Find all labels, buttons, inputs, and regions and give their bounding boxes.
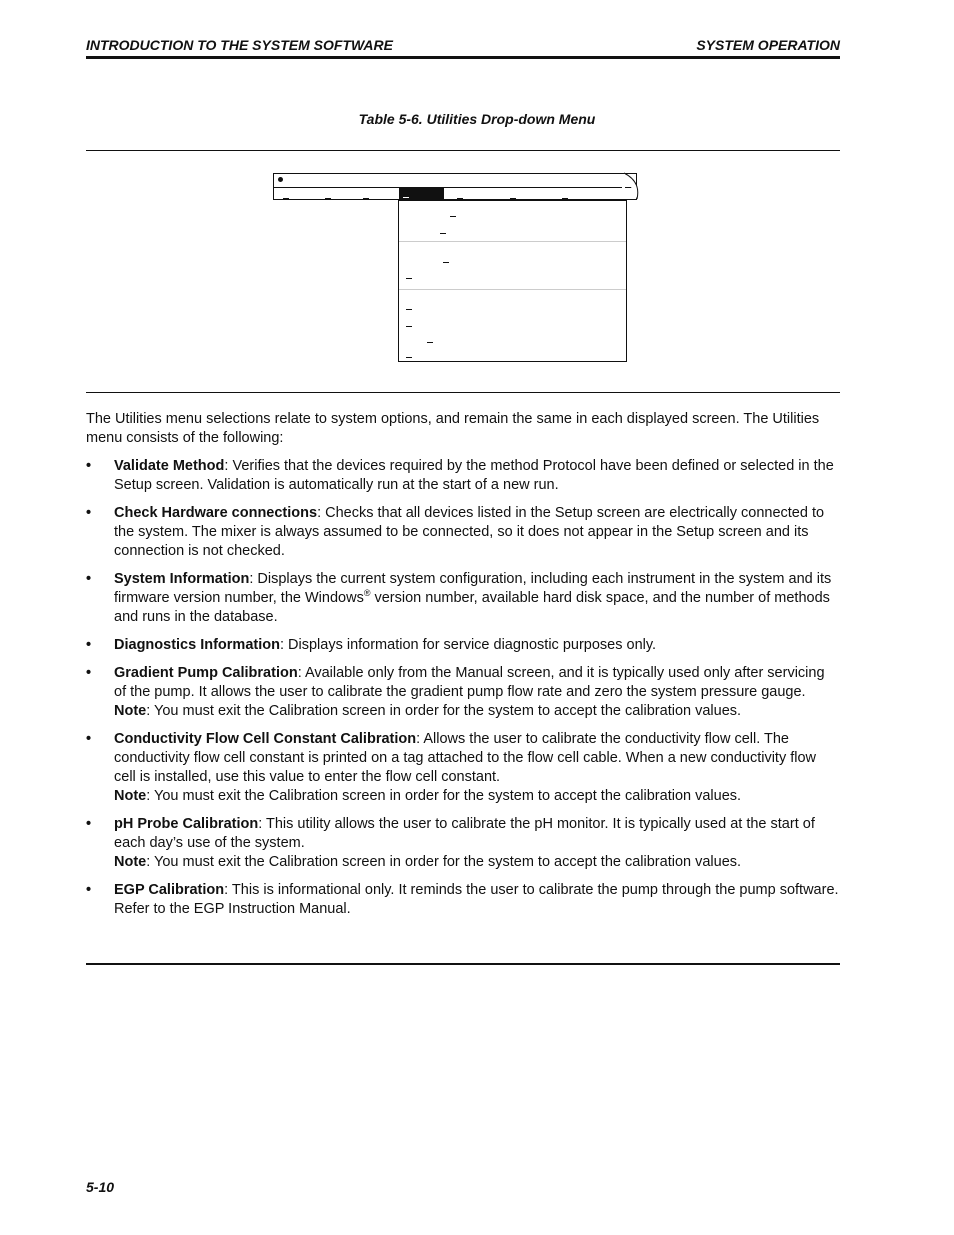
item-text: Checks that all devices listed in the Setup screen are electrically connected to the system. The mixer is always assumed to be connected, so it does not appear in the Setup screen and its connection is not checked.: [114, 505, 825, 559]
menu-mnemonic-underline: [562, 198, 568, 199]
item-text: Allows the user to calibrate the conductivity flow cell. The conductivity flow cell constant is printed on a tag attached to the flow cell cable. When a new conductivity flow cell is installed, use this value to enter the flow cell constant.: [114, 731, 817, 785]
menu-bar-tear-edge: [622, 170, 642, 202]
item-separator: :: [224, 458, 233, 474]
list-item: [86, 730, 840, 806]
item-separator: :: [317, 505, 326, 521]
header-section-title: INTRODUCTION TO THE SYSTEM SOFTWARE: [86, 37, 393, 53]
item-term: Gradient Pump Calibration: [114, 665, 298, 681]
page-number: 5-10: [86, 1179, 115, 1195]
menu-bar-divider: [274, 187, 636, 188]
bullet-icon: •: [86, 571, 92, 587]
dropdown-separator: [399, 241, 626, 242]
note-label: Note: [114, 788, 147, 804]
item-term: pH Probe Calibration: [114, 816, 259, 832]
item-term: EGP Calibration: [114, 882, 225, 898]
bullet-icon: •: [86, 816, 92, 832]
menu-mnemonic-underline: [403, 197, 409, 198]
item-mnemonic-underline: [406, 309, 412, 310]
table-top-rule: [86, 150, 840, 151]
item-separator: :: [224, 882, 232, 898]
registered-mark: ®: [363, 588, 371, 599]
item-term: System Information: [114, 571, 250, 587]
window-control-dot-icon: [278, 177, 283, 182]
item-term: Validate Method: [114, 458, 225, 474]
item-separator: :: [258, 816, 267, 832]
menu-mnemonic-underline: [510, 198, 516, 199]
item-text: This is informational only. It reminds the user to calibrate the pump through the pump software. Refer to the EGP Instruction Manual.: [114, 882, 839, 917]
list-item: [86, 570, 840, 627]
item-text: Displays the current system configuration, including each instrument in the system and its firmware version number, the Windows: [114, 571, 832, 606]
table-caption: Table 5-6. Utilities Drop-down Menu: [358, 111, 596, 127]
note-label: Note: [114, 703, 147, 719]
menu-mnemonic-underline: [325, 198, 331, 199]
section-end-rule: [86, 963, 840, 965]
list-item: [86, 664, 840, 721]
item-mnemonic-underline: [450, 216, 456, 217]
menu-bar-figure: [273, 173, 637, 200]
item-mnemonic-underline: [406, 278, 412, 279]
item-term: Check Hardware connections: [114, 505, 318, 521]
item-separator: :: [297, 665, 305, 681]
note-label: Note: [114, 854, 147, 870]
note-text: : You must exit the Calibration screen in order for the system to accept the calibration values.: [146, 703, 742, 719]
item-term: Conductivity Flow Cell Constant Calibration: [114, 731, 417, 747]
bullet-icon: •: [86, 458, 92, 474]
item-text: version number, available hard disk space, and the number of methods and runs in the database.: [114, 590, 830, 625]
list-item: [86, 457, 840, 495]
item-text: Displays information for service diagnostic purposes only.: [288, 637, 657, 653]
item-text: This utility allows the user to calibrate the pH monitor. It is typically used at the start of each day’s use of the system.: [114, 816, 815, 851]
bullet-icon: •: [86, 731, 92, 747]
item-text: Verifies that the devices required by the method Protocol have been defined or selected in the Setup screen. Validation is automatically run at the start of a new run.: [114, 458, 834, 493]
menu-mnemonic-underline: [363, 198, 369, 199]
note-text: : You must exit the Calibration screen in order for the system to accept the calibration values.: [146, 788, 742, 804]
item-mnemonic-underline: [440, 233, 446, 234]
item-mnemonic-underline: [443, 262, 449, 263]
menu-mnemonic-underline: [283, 198, 289, 199]
item-mnemonic-underline: [406, 357, 412, 358]
item-mnemonic-underline: [427, 342, 433, 343]
bullet-icon: •: [86, 637, 92, 653]
list-item: [86, 881, 840, 919]
page-header: [86, 36, 840, 59]
list-item: [86, 636, 840, 655]
list-item: [86, 504, 840, 561]
header-chapter-title: SYSTEM OPERATION: [696, 37, 840, 53]
utilities-description-list: [86, 457, 840, 928]
item-separator: :: [249, 571, 258, 587]
intro-paragraph: The Utilities menu selections relate to system options, and remain the same in each displayed screen. The Utilities menu consists of the following:: [86, 411, 820, 446]
utilities-menu-selected: [399, 187, 444, 200]
item-mnemonic-underline: [406, 326, 412, 327]
bullet-icon: •: [86, 882, 92, 898]
menu-mnemonic-underline: [457, 198, 463, 199]
utilities-dropdown-figure: [398, 200, 627, 362]
dropdown-separator: [399, 289, 626, 290]
item-text: Available only from the Manual screen, and it is typically used only after servicing of the pump. It allows the user to calibrate the gradient pump flow rate and zero the system pressure gauge.: [114, 665, 825, 700]
bullet-icon: •: [86, 665, 92, 681]
item-separator: :: [416, 731, 424, 747]
bullet-icon: •: [86, 505, 92, 521]
item-separator: :: [279, 637, 289, 653]
table-bottom-rule: [86, 392, 840, 393]
list-item: [86, 815, 840, 872]
item-term: Diagnostics Information: [114, 637, 280, 653]
note-text: : You must exit the Calibration screen in order for the system to accept the calibration values.: [146, 854, 742, 870]
